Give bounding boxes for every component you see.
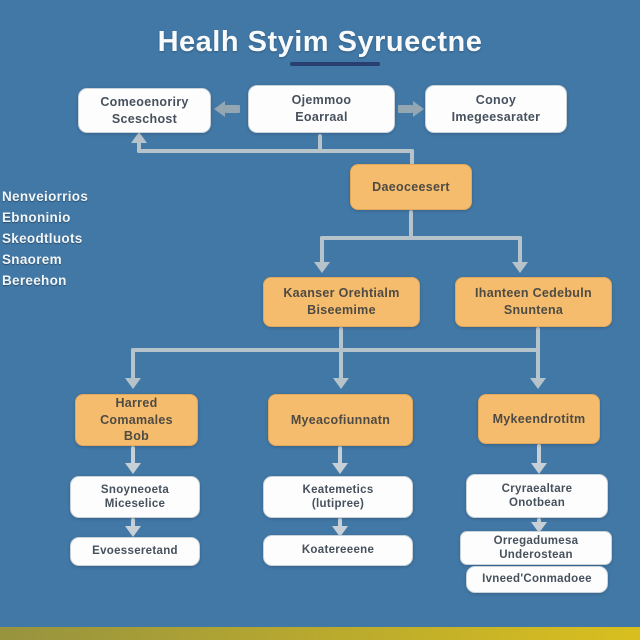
node-label: Keatemetics: [302, 483, 374, 496]
node-label: Onotbean: [508, 497, 566, 509]
arrowhead-down-icon: [125, 378, 141, 389]
title-underline: [290, 62, 380, 66]
sidebar-list: [2, 186, 88, 291]
arrowhead-down-icon: [125, 526, 141, 537]
node-label: Snuntena: [503, 303, 564, 317]
page-title: Healh Styim Syruectne: [157, 26, 483, 58]
right-arrow-icon: [398, 101, 424, 117]
node-label: Ihanteen Cedebuln: [475, 286, 592, 301]
connector-line: [137, 149, 414, 153]
node-label: Comeoenoriry: [100, 94, 189, 109]
connector-line: [320, 236, 522, 240]
node-level4-left: [70, 476, 200, 518]
sidebar-item: Ebnoninio: [2, 210, 71, 225]
connector-line: [339, 348, 343, 380]
connector-line: [536, 348, 540, 380]
node-label: Kaanser Orehtialm: [283, 286, 400, 301]
node-level1-center: [350, 164, 472, 210]
node-label: Myeacofiunnatn: [290, 412, 391, 427]
left-arrow-icon: [214, 101, 240, 117]
node-label: Mykeendrotitm: [492, 411, 586, 426]
node-label: Ojemmoo: [291, 93, 352, 108]
arrowhead-down-icon: [512, 262, 528, 273]
node-label: Bob: [123, 429, 150, 444]
connector-line: [131, 348, 135, 380]
connector-line: [537, 444, 541, 465]
node-level3-left: [75, 394, 198, 446]
arrowhead-up-icon: [131, 132, 147, 143]
left-arrow-head: [214, 101, 225, 117]
node-label: Koatereeene: [301, 544, 375, 557]
node-label: Daeoceesert: [372, 179, 450, 194]
node-level5-center: [263, 535, 413, 566]
node-level3-right: [478, 394, 600, 444]
node-level2-right: [455, 277, 612, 327]
arrowhead-down-icon: [531, 463, 547, 474]
sidebar-item: Bereehon: [2, 273, 67, 288]
node-level5-left: [70, 537, 200, 566]
node-label: Eoarraal: [295, 110, 348, 124]
node-label: Imegeesarater: [451, 110, 541, 124]
node-label: Ivneed'Conmadoee: [482, 573, 592, 586]
arrowhead-down-icon: [314, 262, 330, 273]
node-top-right: [425, 85, 567, 133]
arrowhead-down-icon: [333, 378, 349, 389]
node-level6-right: [466, 566, 608, 593]
node-level4-right: [466, 474, 608, 518]
connector-line: [320, 236, 324, 264]
node-level4-center: [263, 476, 413, 518]
sidebar-item: Snaorem: [2, 252, 62, 267]
sidebar-item: Nenveiorrios: [2, 189, 89, 204]
arrowhead-down-icon: [125, 463, 141, 474]
node-label: (lutipree): [311, 498, 365, 510]
arrowhead-down-icon: [530, 378, 546, 389]
node-label: Cryraealtare: [501, 482, 573, 495]
node-top-center: [248, 85, 395, 133]
node-label: Snoyneoeta: [100, 483, 170, 496]
left-arrow-tail: [225, 105, 240, 113]
connector-line: [518, 236, 522, 264]
node-level2-left: [263, 277, 420, 327]
sidebar-item: Skeodtluots: [2, 231, 83, 246]
right-arrow-tail: [398, 105, 413, 113]
node-label: Harred Comamales: [100, 395, 173, 427]
node-label: Conoy: [475, 93, 517, 108]
node-label: Sceschost: [111, 111, 178, 126]
node-level3-center: [268, 394, 413, 446]
node-level5-right: [460, 531, 612, 565]
node-label: Evoesseretand: [92, 545, 178, 558]
node-label: Biseemime: [307, 303, 376, 317]
node-label: Orregadumesa: [493, 534, 579, 547]
node-top-left: [78, 88, 211, 133]
connector-line: [131, 348, 540, 352]
bottom-accent-strip: [0, 627, 640, 640]
arrowhead-down-icon: [332, 463, 348, 474]
node-label: Underostean: [499, 549, 573, 561]
right-arrow-head: [413, 101, 424, 117]
node-label: Miceselice: [104, 498, 166, 510]
